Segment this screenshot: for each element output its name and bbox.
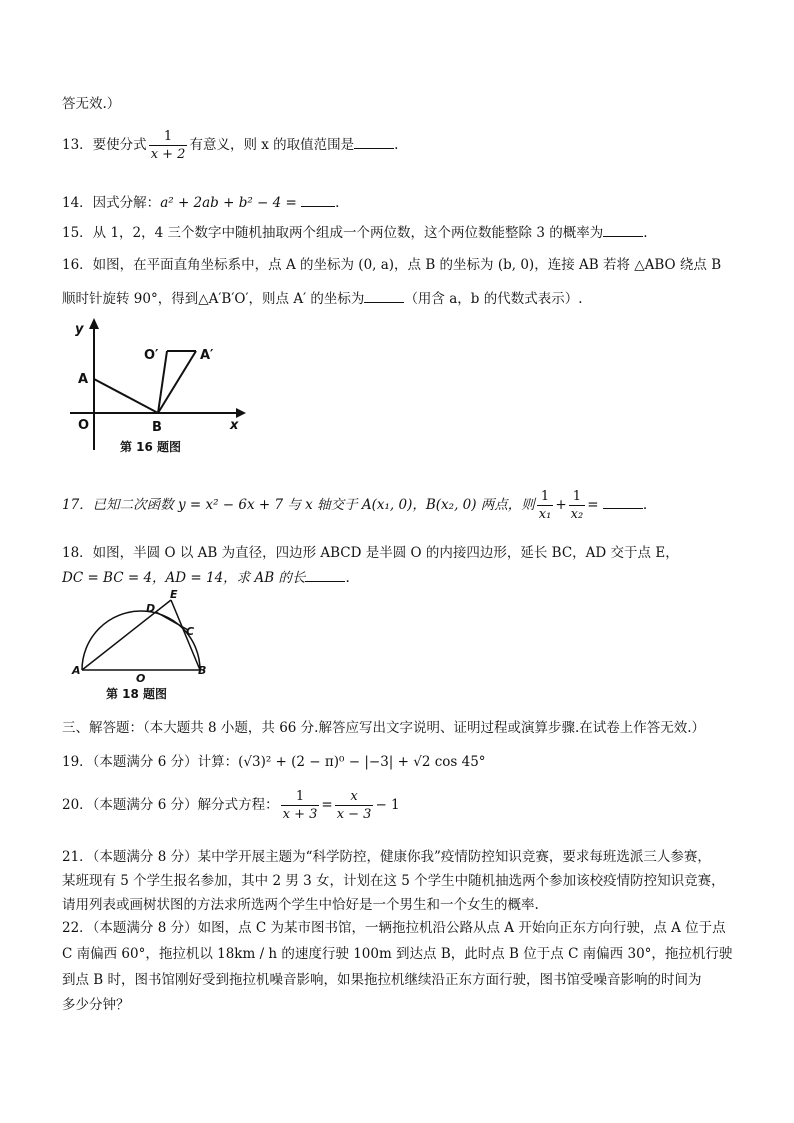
q17-fraction-1 xyxy=(537,488,554,523)
q18-line2-prefix: DC = BC = 4，AD = 14，求 AB 的长 xyxy=(62,570,306,586)
question-19 xyxy=(62,750,486,770)
q20-tail: − 1 xyxy=(375,797,400,813)
question-16-line-1: 16．如图，在平面直角坐标系中，点 A 的坐标为 (0, a)，点 B 的坐标为 (b, 0)，连接 AB 若将 △ABO 绕点 B xyxy=(62,257,722,273)
q20-f2-numerator: x xyxy=(335,788,374,806)
segment-ab xyxy=(94,379,158,413)
label-point-a: A xyxy=(78,372,89,387)
q15-text: 15．从 1，2，4 三个数字中随机抽取两个组成一个两位数，这个两位数能整除 3 的概率为 xyxy=(62,225,604,241)
label-center-o: O xyxy=(136,672,146,685)
q13-denominator: x + 2 xyxy=(150,147,186,162)
question-21-line-2: 某班现有 5 个学生报名参加，其中 2 男 3 女，计划在这 5 个学生中随机抽选两个参加该校疫情防控知识竞赛， xyxy=(62,873,725,889)
q15-end: . xyxy=(643,225,648,241)
q19-prefix: 19．（本题满分 6 分）计算： xyxy=(62,754,239,770)
question-21-line-3: 请用列表或画树状图的方法求所选两个学生中恰好是一个男生和一个女生的概率. xyxy=(62,897,539,913)
answer-blank xyxy=(301,192,335,207)
text-line: 答无效.） xyxy=(62,96,121,112)
question-22-line-1: 22．（本题满分 8 分）如图，点 C 为某市图书馆，一辆拖拉机沿公路从点 A 开始向正东方向行驶，点 A 位于点 xyxy=(62,920,726,936)
q13-numerator: 1 xyxy=(149,128,188,146)
question-20 xyxy=(62,788,400,823)
q16-line2-suffix: （用含 a，b 的代数式表示）. xyxy=(404,291,583,307)
q14-prefix: 14．因式分解： xyxy=(62,195,161,211)
question-18-line-2 xyxy=(62,566,350,586)
label-point-e: E xyxy=(170,588,178,601)
q17-end: . xyxy=(642,497,648,513)
q17-f2-numerator: 1 xyxy=(569,488,586,506)
answer-blank xyxy=(603,494,643,509)
q17-text: 17．已知二次函数 y = x² − 6x + 7 与 x 轴交于 A(x₁, 0)，B(x₂, 0) 两点，则 xyxy=(62,497,535,513)
q20-fraction-2 xyxy=(335,788,374,823)
figure-16-caption: 第 16 题图 xyxy=(120,440,182,454)
q20-fraction-1 xyxy=(281,788,320,823)
label-point-a-prime: A′ xyxy=(200,348,214,363)
q13-fraction xyxy=(149,128,188,163)
answer-blank xyxy=(364,288,404,303)
question-15 xyxy=(62,221,648,241)
line-a-e xyxy=(82,600,171,670)
segment-b-o1 xyxy=(158,351,167,413)
question-13 xyxy=(62,128,398,163)
question-14 xyxy=(62,191,339,211)
x-axis-arrow xyxy=(236,408,246,418)
q17-plus: + xyxy=(555,497,567,513)
label-point-d: D xyxy=(146,602,156,615)
figure-16 xyxy=(60,315,260,460)
question-18-line-1: 18．如图，半圆 O 以 AB 为直径，四边形 ABCD 是半圆 O 的内接四边形，延长 BC，AD 交于点 E， xyxy=(62,545,679,561)
figure-18-caption: 第 18 题图 xyxy=(106,687,168,701)
question-22-line-3: 到点 B 时，图书馆刚好受到拖拉机噪音影响，如果拖拉机继续沿正东方面行驶，图书馆受噪音影响的时间为 xyxy=(62,972,702,988)
q14-end: . xyxy=(335,195,340,211)
question-22-line-4: 多少分钟？ xyxy=(62,997,130,1013)
figure-18 xyxy=(66,588,226,704)
answer-blank xyxy=(305,567,345,582)
q20-f2-denominator: x − 3 xyxy=(336,807,372,822)
q13-suffix: 有意义，则 x 的取值范围是 xyxy=(189,137,355,153)
q16-line2-prefix: 顺时针旋转 90°，得到△A′B′O′，则点 A′ 的坐标为 xyxy=(62,291,365,307)
q20-prefix: 20．（本题满分 6 分）解分式方程： xyxy=(62,797,279,813)
section-heading: 三、解答题：（本大题共 8 小题，共 66 分.解答应写出文字说明、证明过程或演算步骤.在试卷上作答无效.） xyxy=(62,720,706,736)
label-y-axis: y xyxy=(75,322,84,337)
q17-f1-denominator: x₁ xyxy=(538,507,552,522)
label-point-b: B xyxy=(198,664,207,677)
label-point-o-prime: O′ xyxy=(144,348,159,363)
answer-blank xyxy=(603,222,643,237)
q17-f2-denominator: x₂ xyxy=(570,507,584,522)
label-point-b: B xyxy=(152,420,162,435)
label-origin-o: O xyxy=(78,418,90,433)
q14-expression: a² + 2ab + b² − 4 = xyxy=(160,195,297,211)
question-21-line-1: 21．（本题满分 8 分）某中学开展主题为“科学防控，健康你我”疫情防控知识竞赛，要求每班选派三人参赛， xyxy=(62,849,711,865)
q19-expression: (√3)² + (2 − π)⁰ − |−3| + √2 cos 45° xyxy=(238,754,486,770)
q17-equals: = xyxy=(587,497,599,513)
q13-end: . xyxy=(394,137,399,153)
question-16-line-2 xyxy=(62,287,583,307)
answer-blank xyxy=(354,134,394,149)
label-point-a: A xyxy=(72,664,81,677)
q18-line2-end: . xyxy=(345,570,350,586)
label-point-c: C xyxy=(186,625,195,638)
label-x-axis: x xyxy=(230,418,239,433)
q20-f1-numerator: 1 xyxy=(281,788,320,806)
question-17 xyxy=(62,488,647,523)
q17-fraction-2 xyxy=(569,488,586,523)
q20-f1-denominator: x + 3 xyxy=(282,807,318,822)
question-22-line-2: C 南偏西 60°，拖拉机以 18km / h 的速度行驶 100m 到达点 B，此时点 B 位于点 C 南偏西 30°，拖拉机行驶 xyxy=(62,946,733,962)
q17-f1-numerator: 1 xyxy=(537,488,554,506)
q13-prefix: 13．要使分式 xyxy=(62,137,147,153)
semicircle-arc xyxy=(82,611,200,670)
segment-a1-b xyxy=(158,351,196,413)
y-axis-arrow xyxy=(89,318,99,329)
q20-equals: = xyxy=(321,797,333,813)
chord-dc xyxy=(156,612,188,630)
